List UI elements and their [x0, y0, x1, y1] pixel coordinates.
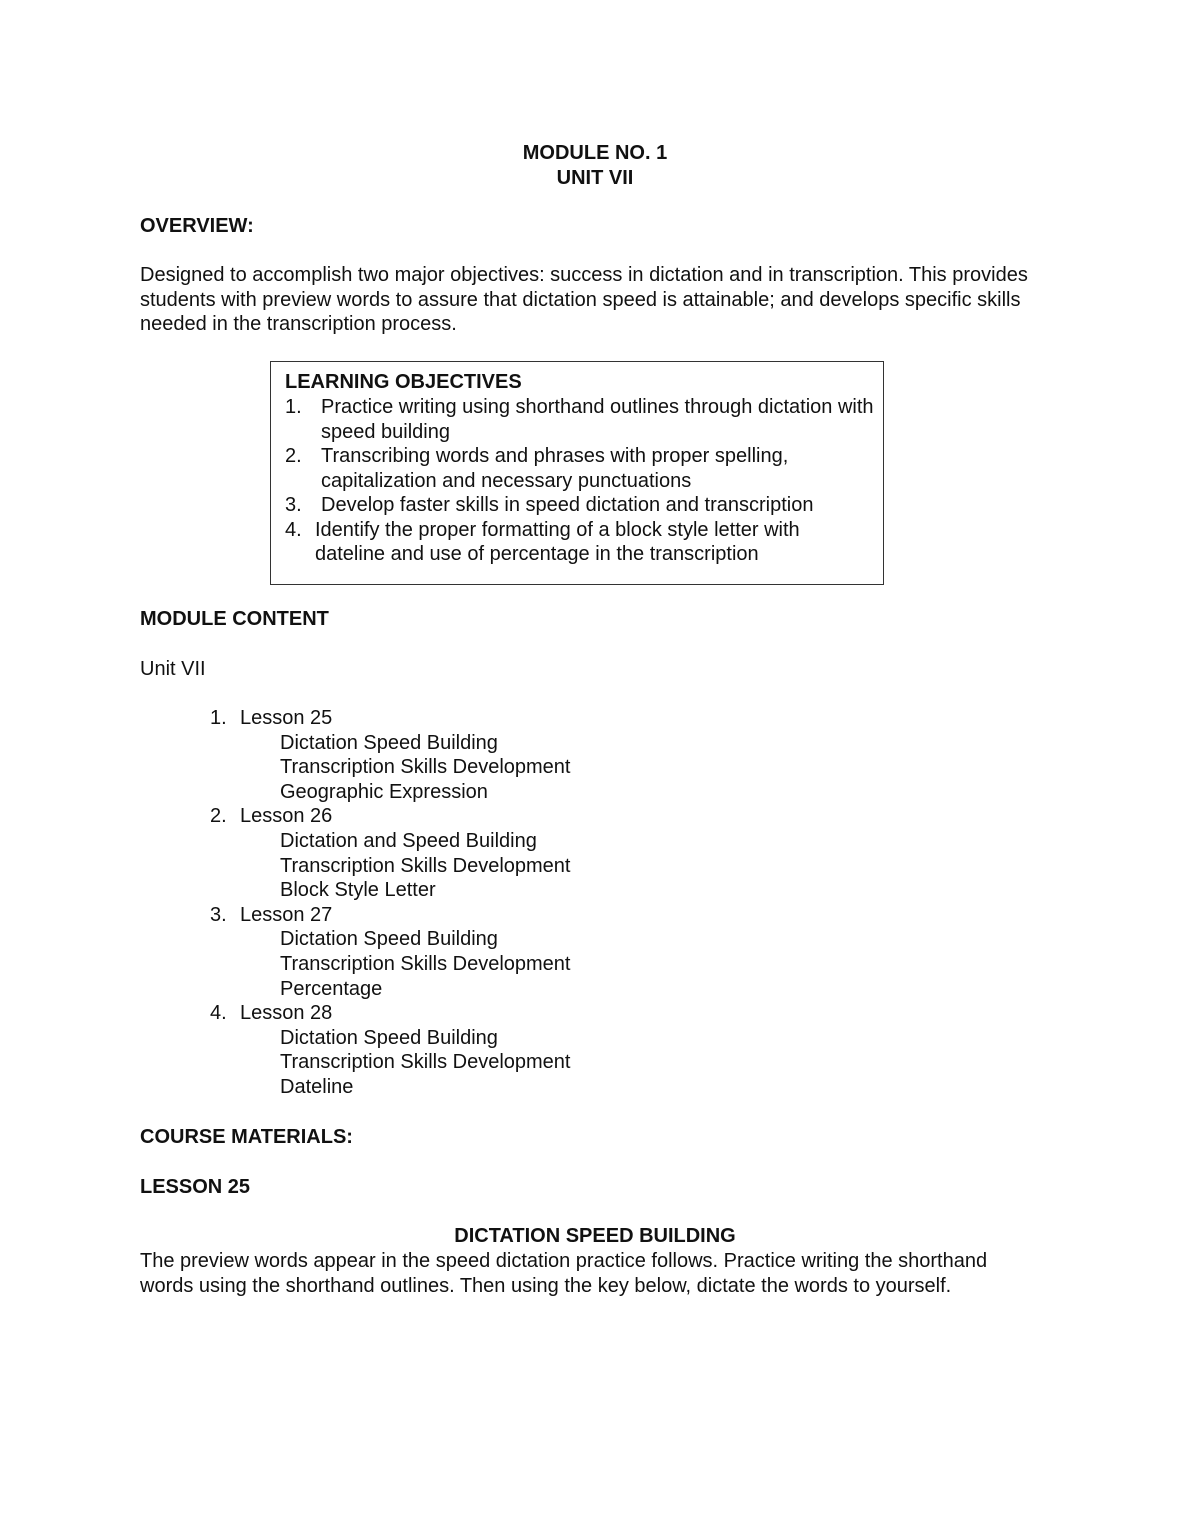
lesson-topic: Dictation Speed Building	[280, 928, 498, 951]
objective-item	[285, 395, 875, 444]
lesson-topics	[210, 829, 570, 903]
lesson-item	[210, 903, 570, 1001]
lesson-topics	[210, 731, 570, 805]
module-title-block	[0, 141, 1190, 191]
lesson-item	[210, 1001, 570, 1099]
learning-objectives-box	[270, 361, 884, 585]
lesson-topic: Dictation and Speed Building	[280, 829, 537, 852]
objective-text: Identify the proper formatting of a block style letter with dateline and use of percentage in the transcription	[315, 518, 800, 565]
module-number: MODULE NO. 1	[522, 142, 668, 164]
objective-number: 4.	[285, 518, 302, 541]
objective-text: Practice writing using shorthand outlines through dictation with speed building	[321, 396, 874, 443]
lesson-topic: Geographic Expression	[280, 780, 488, 803]
lesson-number: 2.	[210, 805, 227, 828]
lesson-title: Lesson 27	[240, 903, 333, 926]
lesson-topic: Block Style Letter	[280, 879, 436, 902]
lesson-25-paragraph: The preview words appear in the speed dictation practice follows. Practice writing the shorthand words using the shorthand outlines. Then using the key below, dictate the words to yourself.	[140, 1250, 988, 1297]
overview-paragraph: Designed to accomplish two major objectives: success in dictation and in transcription. This provides students with preview words to assure that dictation speed is attainable; and develops specific skills needed in the transcription process.	[140, 264, 1028, 335]
lesson-title: Lesson 26	[240, 805, 333, 828]
lesson-number: 3.	[210, 903, 227, 926]
course-materials-heading: COURSE MATERIALS:	[140, 1126, 353, 1148]
learning-objectives-list	[285, 395, 875, 567]
module-content-heading: MODULE CONTENT	[140, 608, 329, 630]
dictation-speed-building-title: DICTATION SPEED BUILDING	[454, 1225, 736, 1247]
lesson-topic: Transcription Skills Development	[280, 756, 571, 779]
lesson-topic: Transcription Skills Development	[280, 854, 571, 877]
lesson-topic: Transcription Skills Development	[280, 1051, 571, 1074]
lesson-topic: Dictation Speed Building	[280, 731, 498, 754]
lesson-list	[210, 706, 570, 1100]
overview-heading: OVERVIEW:	[140, 215, 254, 237]
learning-objectives-title: LEARNING OBJECTIVES	[285, 371, 522, 393]
lesson-topic: Dictation Speed Building	[280, 1026, 498, 1049]
objective-text: Transcribing words and phrases with proper spelling, capitalization and necessary punctuations	[321, 445, 789, 492]
lesson-item	[210, 706, 570, 804]
objective-item	[285, 444, 875, 493]
objective-text: Develop faster skills in speed dictation and transcription	[321, 494, 814, 516]
lesson-topic: Transcription Skills Development	[280, 952, 571, 975]
lesson-topics	[210, 1026, 570, 1100]
lesson-25-heading: LESSON 25	[140, 1176, 251, 1198]
lesson-title: Lesson 25	[240, 707, 333, 729]
objective-number: 2.	[285, 445, 302, 467]
unit-number: UNIT VII	[556, 167, 634, 189]
lesson-title: Lesson 28	[240, 1002, 333, 1025]
lesson-item	[210, 804, 570, 902]
lesson-topics	[210, 927, 570, 1001]
objective-number: 1.	[285, 396, 302, 418]
lesson-number: 4.	[210, 1002, 227, 1025]
objective-item	[285, 493, 875, 518]
lesson-topic: Dateline	[280, 1075, 354, 1098]
objective-number: 3.	[285, 494, 302, 516]
lesson-number: 1.	[210, 707, 227, 729]
lesson-topic: Percentage	[280, 977, 383, 1000]
objective-item	[285, 518, 875, 567]
unit-label: Unit VII	[140, 658, 206, 680]
